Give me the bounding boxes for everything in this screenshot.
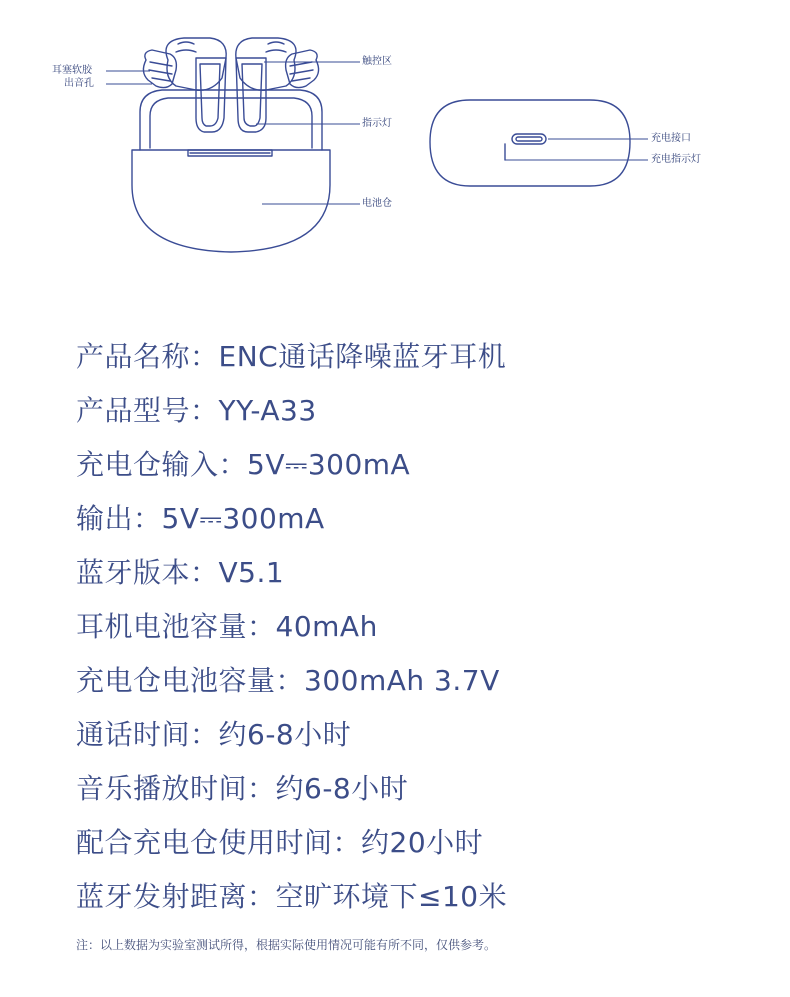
- spec-value: V5.1: [218, 556, 285, 589]
- spec-value: 空旷环境下≤10米: [275, 880, 508, 913]
- spec-value: ENC通话降噪蓝牙耳机: [218, 340, 507, 373]
- spec-label: 通话时间：: [76, 718, 219, 751]
- footnote: 注：以上数据为实验室测试所得，根据实际使用情况可能有所不同，仅供参考。: [76, 938, 497, 952]
- spec-label: 充电仓电池容量：: [76, 664, 305, 697]
- spec-value: 约6-8小时: [218, 718, 352, 751]
- spec-label: 输出：: [76, 502, 162, 535]
- spec-total-time: [76, 816, 756, 870]
- spec-range: [76, 870, 756, 924]
- spec-label: 产品型号：: [76, 394, 219, 427]
- label-eartip: 耳塞软胶: [52, 65, 92, 76]
- spec-music-time: [76, 762, 756, 816]
- usb-c-port: [512, 134, 546, 144]
- spec-value: 5V⎓300mA: [161, 502, 325, 535]
- spec-value: 约20小时: [361, 826, 484, 859]
- spec-value: 40mAh: [275, 610, 378, 643]
- spec-label: 蓝牙版本：: [76, 556, 219, 589]
- label-charging-indicator: 充电指示灯: [651, 154, 701, 165]
- spec-label: 产品名称：: [76, 340, 219, 373]
- label-touch-area: 触控区: [362, 56, 392, 67]
- label-charging-port: 充电接口: [651, 133, 691, 144]
- spec-bluetooth-version: [76, 546, 756, 600]
- label-sound-hole: 出音孔: [64, 78, 94, 89]
- spec-case-battery: [76, 654, 756, 708]
- spec-list: [76, 330, 756, 924]
- left-earbud: [143, 38, 226, 132]
- earbuds-diagram: [0, 0, 790, 290]
- spec-label: 音乐播放时间：: [76, 772, 276, 805]
- spec-case-input: [76, 438, 756, 492]
- spec-label: 充电仓输入：: [76, 448, 248, 481]
- spec-value: YY-A33: [218, 394, 317, 427]
- spec-product-name: [76, 330, 756, 384]
- case-body: [132, 150, 330, 252]
- spec-label: 蓝牙发射距离：: [76, 880, 276, 913]
- spec-talk-time: [76, 708, 756, 762]
- right-earbud: [236, 38, 319, 132]
- label-indicator-light: 指示灯: [362, 118, 392, 129]
- case-lid: [140, 90, 322, 150]
- label-battery-case: 电池仓: [362, 198, 392, 209]
- spec-model: [76, 384, 756, 438]
- case-top-view: [430, 100, 630, 186]
- spec-output: [76, 492, 756, 546]
- spec-label: 配合充电仓使用时间：: [76, 826, 362, 859]
- spec-value: 约6-8小时: [275, 772, 409, 805]
- spec-value: 5V⎓300mA: [247, 448, 411, 481]
- spec-earbud-battery: [76, 600, 756, 654]
- spec-label: 耳机电池容量：: [76, 610, 276, 643]
- spec-value: 300mAh 3.7V: [304, 664, 500, 697]
